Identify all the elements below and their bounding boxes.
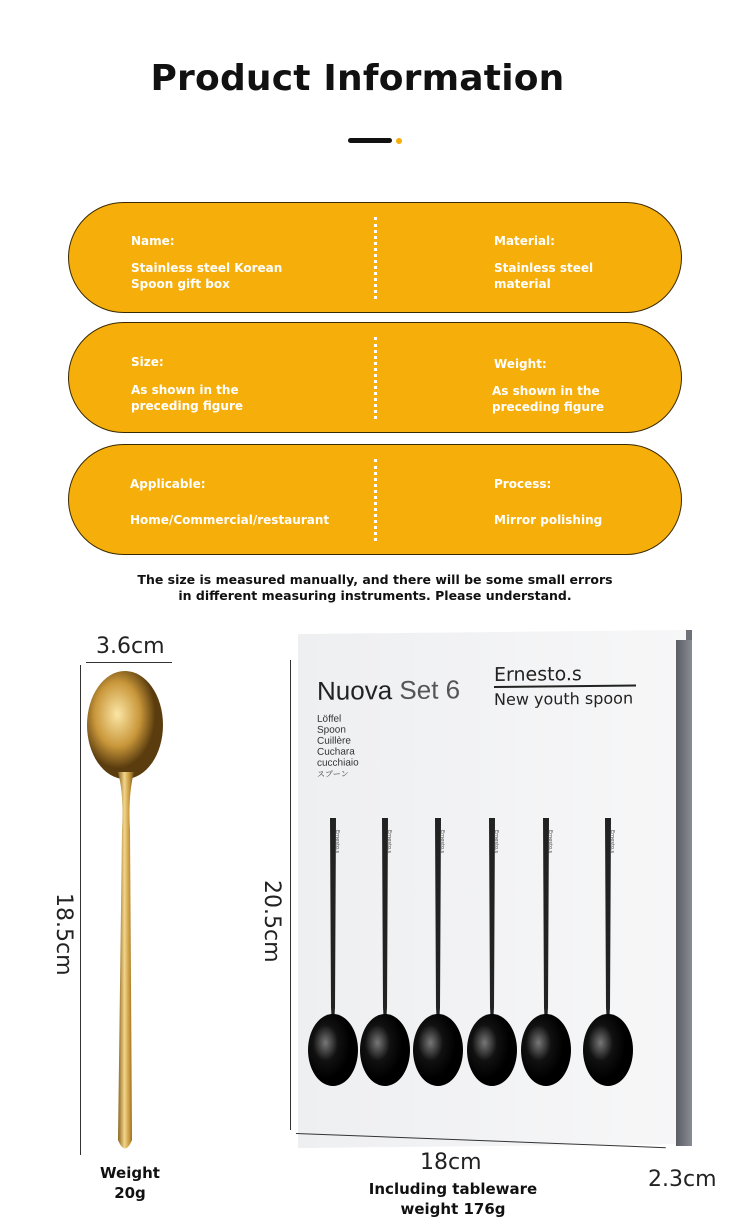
boxed-spoon [578, 818, 638, 1092]
box-languages: Löffel Spoon Cuillère Cuchara cucchiaio スプーン [317, 713, 359, 779]
gold-spoon-image [80, 660, 170, 1160]
gift-box-side [676, 640, 692, 1146]
boxed-spoon [355, 818, 415, 1092]
boxed-spoon [462, 818, 522, 1092]
info-row-size-weight [68, 322, 682, 433]
svg-text:Ernesto.s: Ernesto.s [386, 830, 392, 854]
box-weight-caption [353, 1179, 553, 1219]
dotted-divider [374, 337, 377, 419]
process-label: Process: [494, 477, 552, 491]
box-width-label: 18cm [420, 1150, 482, 1175]
weight-label: Weight: [494, 357, 547, 371]
svg-text:Ernesto.s: Ernesto.s [439, 830, 445, 854]
size-value: As shown in the preceding figure [131, 383, 243, 413]
applicable-value: Home/Commercial/restaurant [130, 513, 330, 527]
title-divider [348, 138, 392, 143]
note-text: The size is measured manually, and there will be some small errors in different measuring instruments. Please understand. [137, 572, 613, 603]
box-caption-line2: weight 176g [400, 1200, 506, 1218]
svg-text:Ernesto.s: Ernesto.s [609, 830, 615, 854]
spoon-length-label: 18.5cm [51, 893, 76, 976]
box-height-arrow [290, 660, 291, 1130]
size-label: Size: [131, 355, 164, 369]
spoon-weight-caption [90, 1163, 170, 1203]
page-title: Product Information [150, 58, 565, 99]
box-depth-label: 2.3cm [648, 1167, 717, 1192]
process-value: Mirror polishing [494, 513, 603, 527]
spoon-weight-value: 20g [114, 1184, 146, 1202]
svg-text:Ernesto.s: Ernesto.s [334, 830, 340, 854]
box-brand-title: Nuova Set 6 [317, 674, 461, 706]
svg-text:Ernesto.s: Ernesto.s [547, 830, 553, 854]
dotted-divider [374, 217, 377, 299]
boxed-spoon [408, 818, 468, 1092]
info-row-applicable-process [68, 444, 682, 555]
boxed-spoon [516, 818, 576, 1092]
info-row-name-material [68, 202, 682, 313]
name-label: Name: [131, 234, 175, 248]
spoon-weight-label: Weight [100, 1164, 160, 1182]
material-value: Stainless steel material [494, 261, 594, 291]
svg-text:Ernesto.s: Ernesto.s [493, 830, 499, 854]
dotted-divider [374, 459, 377, 541]
name-value: Stainless steel Korean Spoon gift box [131, 261, 283, 291]
box-height-label: 20.5cm [259, 880, 284, 963]
spoon-width-label: 3.6cm [96, 634, 165, 659]
title-divider-dot [396, 138, 402, 144]
box-maker: Ernesto.s [494, 663, 636, 688]
box-caption-line1: Including tableware [368, 1180, 538, 1198]
material-label: Material: [494, 234, 555, 248]
applicable-label: Applicable: [130, 477, 206, 491]
box-tagline: New youth spoon [494, 688, 634, 710]
measurement-note [0, 572, 750, 604]
boxed-spoon [303, 818, 363, 1092]
weight-value: As shown in the preceding figure [492, 384, 604, 414]
